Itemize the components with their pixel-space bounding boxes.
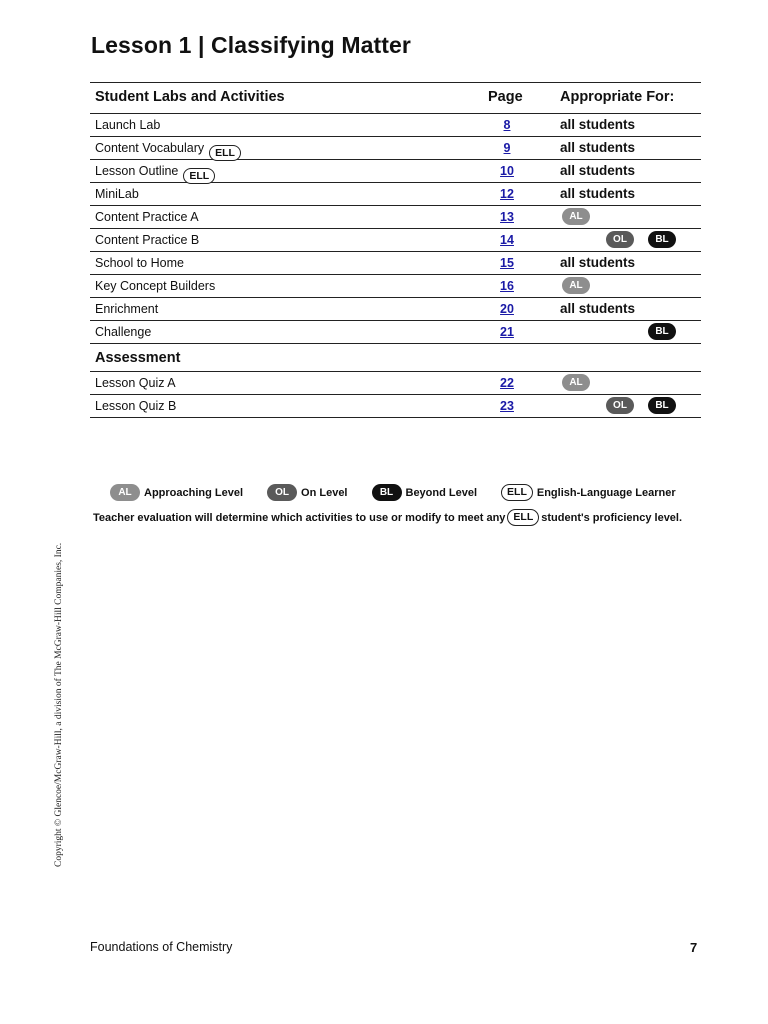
activity-name-text: Content Vocabulary [95, 141, 205, 155]
footer-book-title: Foundations of Chemistry [90, 940, 233, 954]
page-link[interactable]: 12 [500, 187, 514, 201]
table-row [90, 372, 701, 395]
note-text-after: student's proficiency level. [541, 511, 683, 524]
table-row [90, 137, 701, 160]
footer-page-number: 7 [690, 940, 698, 955]
activity-name: Content Practice A [95, 210, 199, 224]
activities-table [90, 82, 701, 418]
level-legend [110, 484, 700, 501]
page-link[interactable]: 10 [500, 164, 514, 178]
page-link[interactable]: 9 [503, 141, 511, 155]
assessment-section-heading [90, 344, 701, 372]
page-link[interactable]: 14 [500, 233, 514, 247]
legend-item-ell [501, 484, 676, 501]
appropriate-for: all students [560, 301, 636, 316]
ol-badge: OL [606, 231, 634, 248]
legend-item-ol [267, 484, 347, 501]
page-link[interactable]: 16 [500, 279, 514, 293]
note-text-before: Teacher evaluation will determine which activities to use or modify to meet any [93, 511, 506, 524]
teacher-note [93, 509, 682, 526]
table-row [90, 229, 701, 252]
column-header-appropriate-for: Appropriate For: [560, 89, 675, 105]
page-title: Lesson 1 | Classifying Matter [91, 32, 411, 58]
activity-name [95, 141, 241, 157]
ell-badge: ELL [209, 145, 241, 161]
appropriate-for: all students [560, 186, 636, 201]
table-row [90, 275, 701, 298]
activity-name: Launch Lab [95, 118, 161, 132]
legend-item-bl [372, 484, 478, 501]
ol-badge: OL [267, 484, 297, 501]
activity-name: Enrichment [95, 302, 159, 316]
legend-label: Approaching Level [144, 486, 244, 499]
bl-badge: BL [648, 397, 676, 414]
activity-name: Content Practice B [95, 233, 200, 247]
page-link[interactable]: 8 [503, 118, 511, 132]
activity-name: School to Home [95, 256, 184, 270]
copyright-notice: Copyright © Glencoe/McGraw-Hill, a division of The McGraw-Hill Companies, Inc. [54, 542, 64, 867]
table-row [90, 160, 701, 183]
bl-badge: BL [372, 484, 402, 501]
legend-label: English-Language Learner [536, 486, 676, 499]
table-row [90, 183, 701, 206]
table-row [90, 206, 701, 229]
ell-badge: ELL [501, 484, 533, 501]
page-link[interactable]: 23 [500, 399, 514, 413]
table-row [90, 298, 701, 321]
activity-name-text: Lesson Outline [95, 164, 179, 178]
al-badge: AL [562, 277, 590, 294]
table-row [90, 252, 701, 275]
page-link[interactable]: 20 [500, 302, 514, 316]
page-link[interactable]: 21 [500, 325, 514, 339]
legend-label: Beyond Level [405, 486, 478, 499]
table-header-row [90, 83, 701, 114]
ell-badge: ELL [183, 168, 215, 184]
appropriate-for: all students [560, 117, 636, 132]
legend-label: On Level [301, 486, 348, 499]
page-link[interactable]: 13 [500, 210, 514, 224]
table-row [90, 321, 701, 344]
column-header-activity: Student Labs and Activities [95, 89, 285, 105]
legend-item-al [110, 484, 243, 501]
activity-name: Lesson Quiz A [95, 376, 176, 390]
appropriate-for: all students [560, 140, 636, 155]
al-badge: AL [562, 374, 590, 391]
ell-badge: ELL [507, 509, 539, 526]
section-title: Assessment [95, 350, 181, 366]
bl-badge: BL [648, 231, 676, 248]
activity-name [95, 164, 215, 180]
activity-name: Lesson Quiz B [95, 399, 177, 413]
appropriate-for: all students [560, 255, 636, 270]
al-badge: AL [562, 208, 590, 225]
activity-name: MiniLab [95, 187, 139, 201]
table-row [90, 114, 701, 137]
activity-name: Key Concept Builders [95, 279, 216, 293]
appropriate-for: all students [560, 163, 636, 178]
column-header-page: Page [488, 89, 523, 105]
ol-badge: OL [606, 397, 634, 414]
page-link[interactable]: 22 [500, 376, 514, 390]
activity-name: Challenge [95, 325, 152, 339]
page-link[interactable]: 15 [500, 256, 514, 270]
al-badge: AL [110, 484, 140, 501]
table-row [90, 395, 701, 418]
bl-badge: BL [648, 323, 676, 340]
